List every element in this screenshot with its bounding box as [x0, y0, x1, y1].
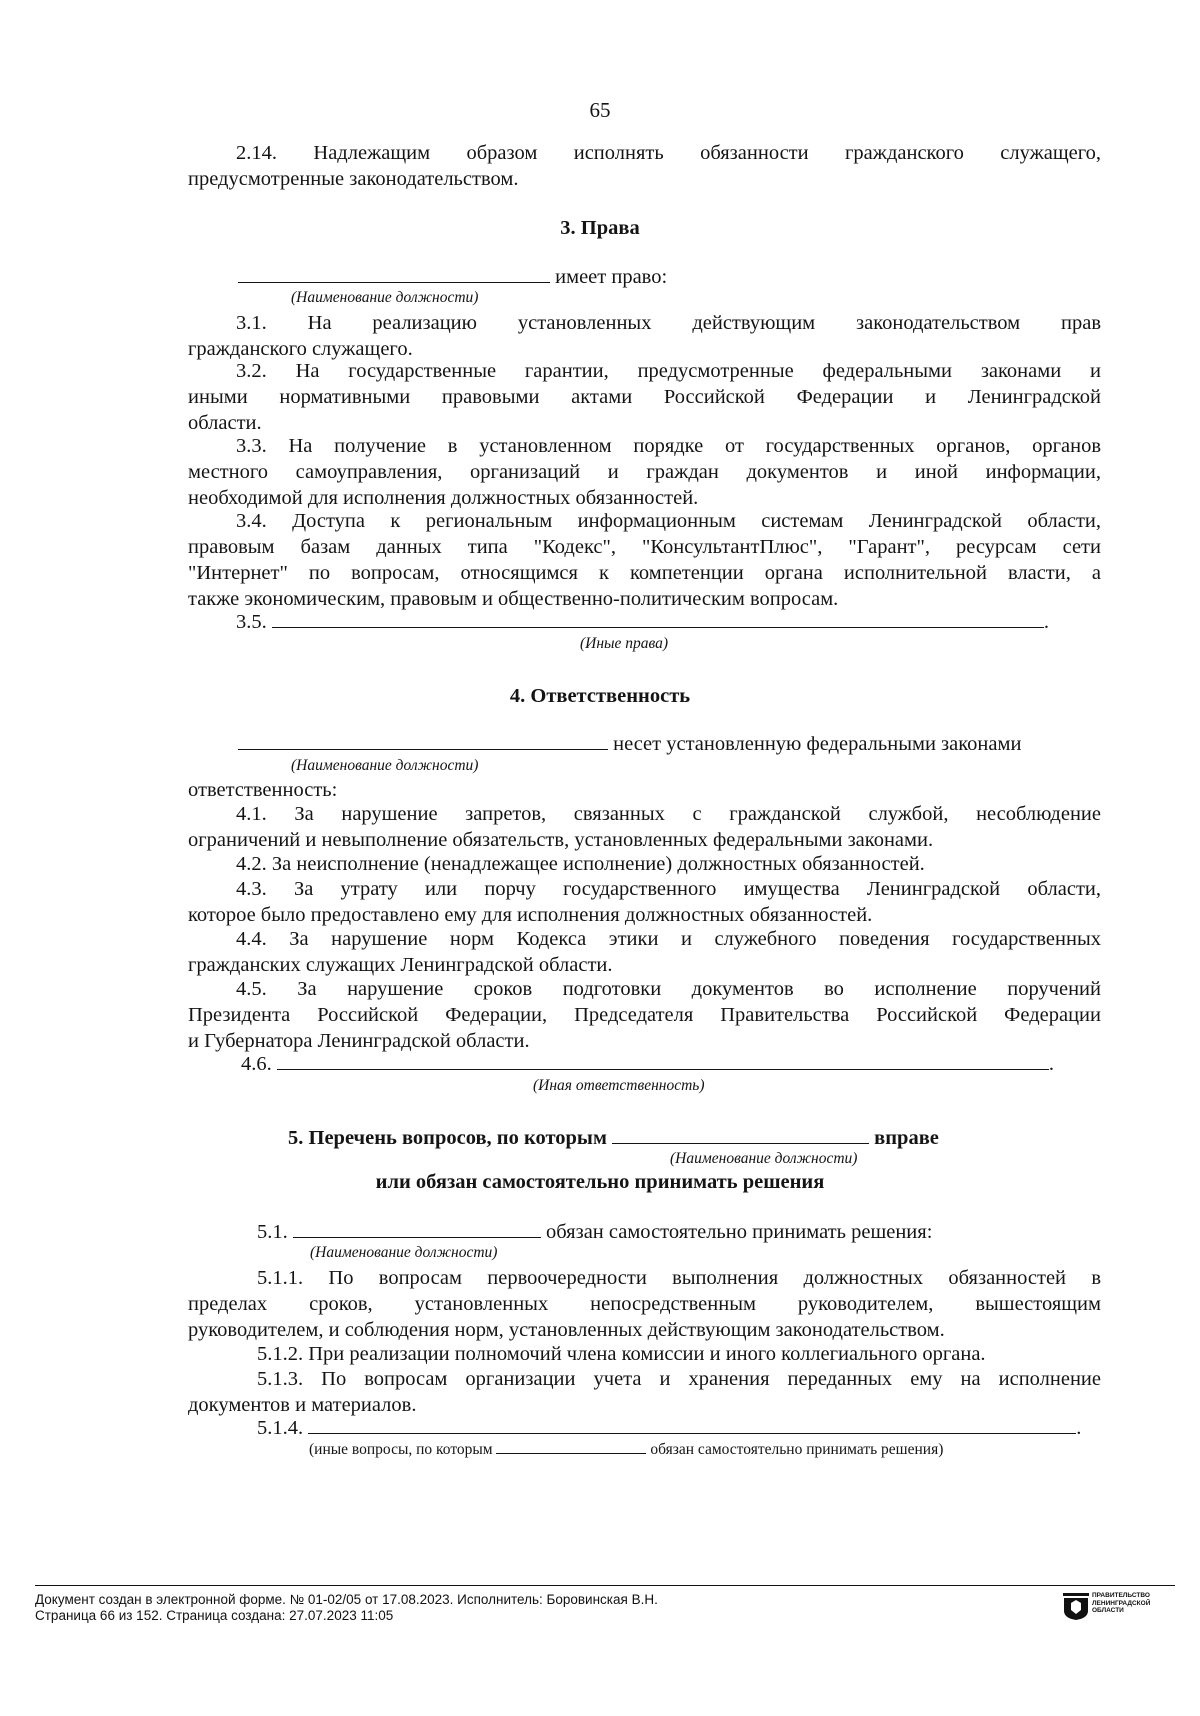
other-questions-caption [309, 1441, 943, 1459]
paragraph-4-6 [241, 1051, 1054, 1077]
section-4-heading: 4. Ответственность [509, 685, 691, 707]
section-3-heading: 3. Права [560, 217, 640, 239]
bears-text: несет установленную федеральными законами [613, 733, 1022, 755]
paragraph-5-1-1-line-1: 5.1.1. По вопросам первоочередности выполнения должностных обязанностей в [257, 1267, 1101, 1289]
paragraph-3-2-line-2: иными нормативными правовыми актами Российской Федерации и Ленинградской [188, 386, 1101, 408]
section-5-heading-line-1 [288, 1125, 939, 1151]
paragraph-4-1-line-1: 4.1. За нарушение запретов, связанных с гражданской службой, несоблюдение [236, 803, 1101, 825]
section-5-position-blank [612, 1125, 869, 1144]
other-questions-caption-part-b: обязан самостоятельно принимать решения) [650, 1441, 944, 1458]
paragraph-2-14-line-1: 2.14. Надлежащим образом исполнять обязанности гражданского служащего, [236, 142, 1101, 164]
other-responsibility-caption: (Иная ответственность) [533, 1077, 705, 1094]
logo-text-line-2: ЛЕНИНГРАДСКОЙ [1092, 1599, 1151, 1607]
paragraph-3-2-line-1: 3.2. На государственные гарантии, предусмотренные федеральными законами и [236, 360, 1101, 382]
paragraph-4-5-line-2: Президента Российской Федерации, Председателя Правительства Российской Федерации [188, 1004, 1101, 1026]
responsibility-label: ответственность: [188, 779, 338, 801]
paragraph-4-1-line-2: ограничений и невыполнение обязательств, установленных федеральными законами. [188, 829, 934, 851]
paragraph-5-1-position-blank [293, 1219, 541, 1238]
paragraph-3-3-line-1: 3.3. На получение в установленном порядке от государственных органов, органов [236, 435, 1101, 457]
footer-line-2: Страница 66 из 152. Страница создана: 27.07.2023 11:05 [35, 1608, 394, 1623]
paragraph-5-1-text: обязан самостоятельно принимать решения: [546, 1221, 933, 1243]
page-number: 65 [589, 98, 611, 122]
other-questions-caption-part-a: (иные вопросы, по которым [309, 1441, 493, 1458]
other-questions-blank [308, 1415, 1076, 1434]
position-name-caption-2: (Наименование должности) [291, 757, 479, 774]
paragraph-4-4-line-2: гражданских служащих Ленинградской области. [188, 954, 613, 976]
paragraph-3-4-line-4: также экономическим, правовым и общественно-политическим вопросам. [188, 588, 839, 610]
paragraph-5-1-4-period: . [1076, 1417, 1082, 1439]
paragraph-5-1 [257, 1219, 932, 1245]
paragraph-3-5-number: 3.5. [236, 611, 267, 633]
paragraph-4-2: 4.2. За неисполнение (ненадлежащее исполнение) должностных обязанностей. [236, 853, 925, 875]
paragraph-5-1-1-line-2: пределах сроков, установленных непосредственным руководителем, вышестоящим [188, 1293, 1101, 1315]
section-5-position-caption: (Наименование должности) [670, 1150, 858, 1167]
paragraph-4-6-period: . [1048, 1053, 1054, 1075]
paragraph-4-4-line-1: 4.4. За нарушение норм Кодекса этики и служебного поведения государственных [236, 928, 1101, 950]
paragraph-5-1-2: 5.1.2. При реализации полномочий члена комиссии и иного коллегиального органа. [257, 1343, 986, 1365]
paragraph-5-1-1-line-3: руководителем, и соблюдения норм, установленных действующим законодательством. [188, 1319, 945, 1341]
section-5-heading-line-2: или обязан самостоятельно принимать решения [375, 1171, 825, 1193]
paragraph-3-5-period: . [1043, 611, 1049, 633]
paragraph-4-5-line-1: 4.5. За нарушение сроков подготовки документов во исполнение поручений [236, 978, 1101, 1000]
paragraph-4-3-line-1: 4.3. За утрату или порчу государственного имущества Ленинградской области, [236, 878, 1101, 900]
paragraph-5-1-4-number: 5.1.4. [257, 1417, 304, 1439]
has-right-line [238, 264, 667, 290]
paragraph-3-2-line-3: области. [188, 412, 262, 434]
logo-text-line-1: ПРАВИТЕЛЬСТВО [1092, 1592, 1150, 1599]
position-name-blank-2 [238, 731, 608, 750]
has-right-text: имеет право: [555, 266, 668, 288]
paragraph-3-4-line-2: правовым базам данных типа "Кодекс", "КонсультантПлюс", "Гарант", ресурсам сети [188, 536, 1101, 558]
other-rights-caption: (Иные права) [580, 635, 669, 652]
paragraph-5-1-4 [257, 1415, 1081, 1441]
section-5-heading-part-b: вправе [874, 1127, 939, 1149]
paragraph-5-1-caption: (Наименование должности) [310, 1244, 498, 1261]
government-logo-text [1092, 1592, 1150, 1615]
footer-rule [35, 1585, 1175, 1586]
paragraph-3-1-line-2: гражданского служащего. [188, 338, 413, 360]
other-rights-blank [272, 609, 1044, 628]
bears-line [238, 731, 1021, 757]
paragraph-3-1-line-1: 3.1. На реализацию установленных действующим законодательством прав [236, 312, 1101, 334]
footer [35, 1592, 658, 1624]
paragraph-4-3-line-2: которое было предоставлено ему для исполнения должностных обязанностей. [188, 904, 873, 926]
paragraph-5-1-3-line-2: документов и материалов. [188, 1394, 417, 1416]
paragraph-3-3-line-3: необходимой для исполнения должностных обязанностей. [188, 487, 699, 509]
paragraph-3-3-line-2: местного самоуправления, организаций и граждан документов и иной информации, [188, 461, 1101, 483]
footer-line-1: Документ создан в электронной форме. № 01-02/05 от 17.08.2023. Исполнитель: Боровинская В.Н. [35, 1592, 658, 1607]
position-name-caption: (Наименование должности) [291, 289, 479, 306]
paragraph-2-14-line-2: предусмотренные законодательством. [188, 168, 519, 190]
paragraph-4-5-line-3: и Губернатора Ленинградской области. [188, 1030, 530, 1052]
section-5-heading-part-a: 5. Перечень вопросов, по которым [288, 1127, 607, 1149]
paragraph-3-5 [236, 609, 1049, 635]
paragraph-4-6-number: 4.6. [241, 1053, 272, 1075]
paragraph-5-1-3-line-1: 5.1.3. По вопросам организации учета и хранения переданных ему на исполнение [257, 1368, 1101, 1390]
government-emblem-icon [1063, 1593, 1089, 1621]
other-questions-position-blank [496, 1441, 646, 1454]
position-name-blank [238, 264, 550, 283]
paragraph-5-1-number: 5.1. [257, 1221, 288, 1243]
paragraph-3-4-line-1: 3.4. Доступа к региональным информационным системам Ленинградской области, [236, 510, 1101, 532]
other-responsibility-blank [277, 1051, 1049, 1070]
logo-text-line-3: ОБЛАСТИ [1092, 1607, 1124, 1614]
paragraph-3-4-line-3: "Интернет" по вопросам, относящимся к компетенции органа исполнительной власти, а [188, 562, 1101, 584]
